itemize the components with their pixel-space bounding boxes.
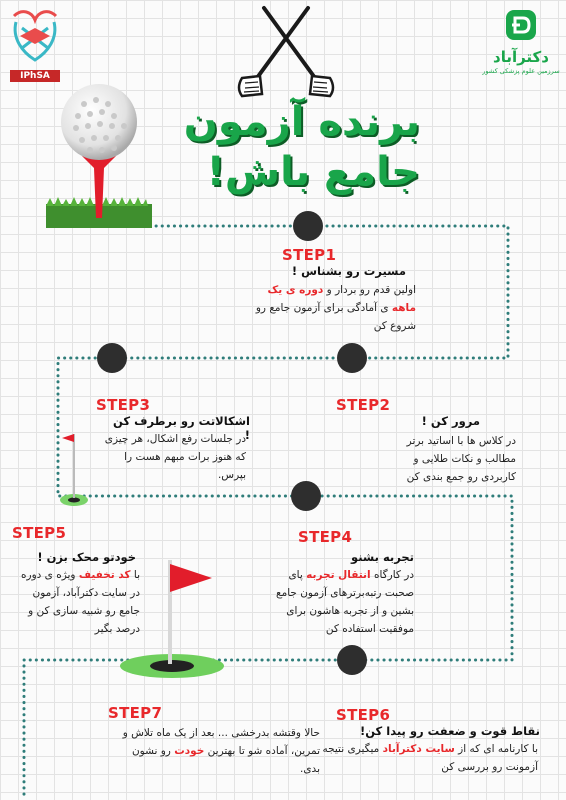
step4-text: در کارگاه انتقال تجربه پای صحبت رتبه‌برترهای آزمون جامع بشین و از تجربه هاشون برای موفقیت استفاده کن — [275, 569, 414, 635]
doctorabad-badge-icon — [504, 8, 538, 42]
step2-marker — [337, 343, 367, 373]
step5-heading: خودتو محک بزن ! — [37, 550, 136, 564]
doctorabad-logo — [478, 8, 564, 78]
step3-marker — [97, 343, 127, 373]
step1-text: اولین قدم رو بردار و دوره ی یک ماهه ی آمادگی برای آزمون جامع رو شروع کن — [255, 284, 416, 332]
brand-name: دکترآباد — [493, 48, 549, 66]
page-title-line1: برنده آزمون — [183, 99, 420, 145]
step7-label: STEP7 — [108, 704, 163, 722]
step6-marker — [337, 645, 367, 675]
step3-text: در جلسات رفع اشکال، هر چیزی که هنوز برات مبهم هست را بپرس. — [104, 433, 246, 481]
step1-label: STEP1 — [282, 246, 337, 264]
step6-label: STEP6 — [336, 706, 391, 724]
brand-tagline: سرزمین علوم پزشکی کشور — [482, 67, 560, 75]
step6-text: با کارنامه ای که از سایت دکترآباد میگیری نتیجه آزمونت رو بررسی کن — [322, 743, 538, 773]
iphsa-logo — [8, 8, 62, 81]
step4-marker — [291, 481, 321, 511]
step1-marker — [293, 211, 323, 241]
iphsa-label: IPhSA — [10, 70, 60, 82]
step3-label: STEP3 — [96, 396, 151, 414]
step2-heading: مرور کن ! — [421, 414, 480, 428]
step6-heading: نقاط قوت و ضعفت رو پیدا کن! — [359, 724, 540, 738]
step2-label: STEP2 — [336, 396, 391, 414]
golf-flag-icon — [58, 430, 98, 510]
step2-text: در کلاس ها با اساتید برتر مطالب و نکات طلایی و کاربردی رو جمع بندی کن — [406, 435, 516, 483]
golf-clubs-icon — [236, 4, 336, 104]
golf-ball-on-tee-icon — [44, 82, 154, 232]
step1-heading: مسیرت رو بشناس ! — [291, 264, 406, 278]
step7-text: حالا وقتشه بدرخشی ... بعد از یک ماه تلاش و تمرین، آماده شو تا بهترین خودت رو نشون بدی. — [122, 727, 320, 775]
golf-hole-icon — [118, 556, 228, 686]
page-title-line2: جامع باش! — [206, 149, 420, 195]
step5-label: STEP5 — [12, 524, 67, 542]
step3-heading: اشکالاتت رو برطرف کن ! — [113, 414, 250, 442]
iphsa-emblem-icon — [8, 8, 62, 66]
step4-label: STEP4 — [298, 528, 353, 546]
step4-heading: تجربه بشنو — [351, 550, 414, 564]
step5-text: با کد تخفیف ویژه ی دوره در سایت دکترآباد، آزمون جامع رو شبیه سازی کن و درصد بگیر — [21, 569, 140, 635]
